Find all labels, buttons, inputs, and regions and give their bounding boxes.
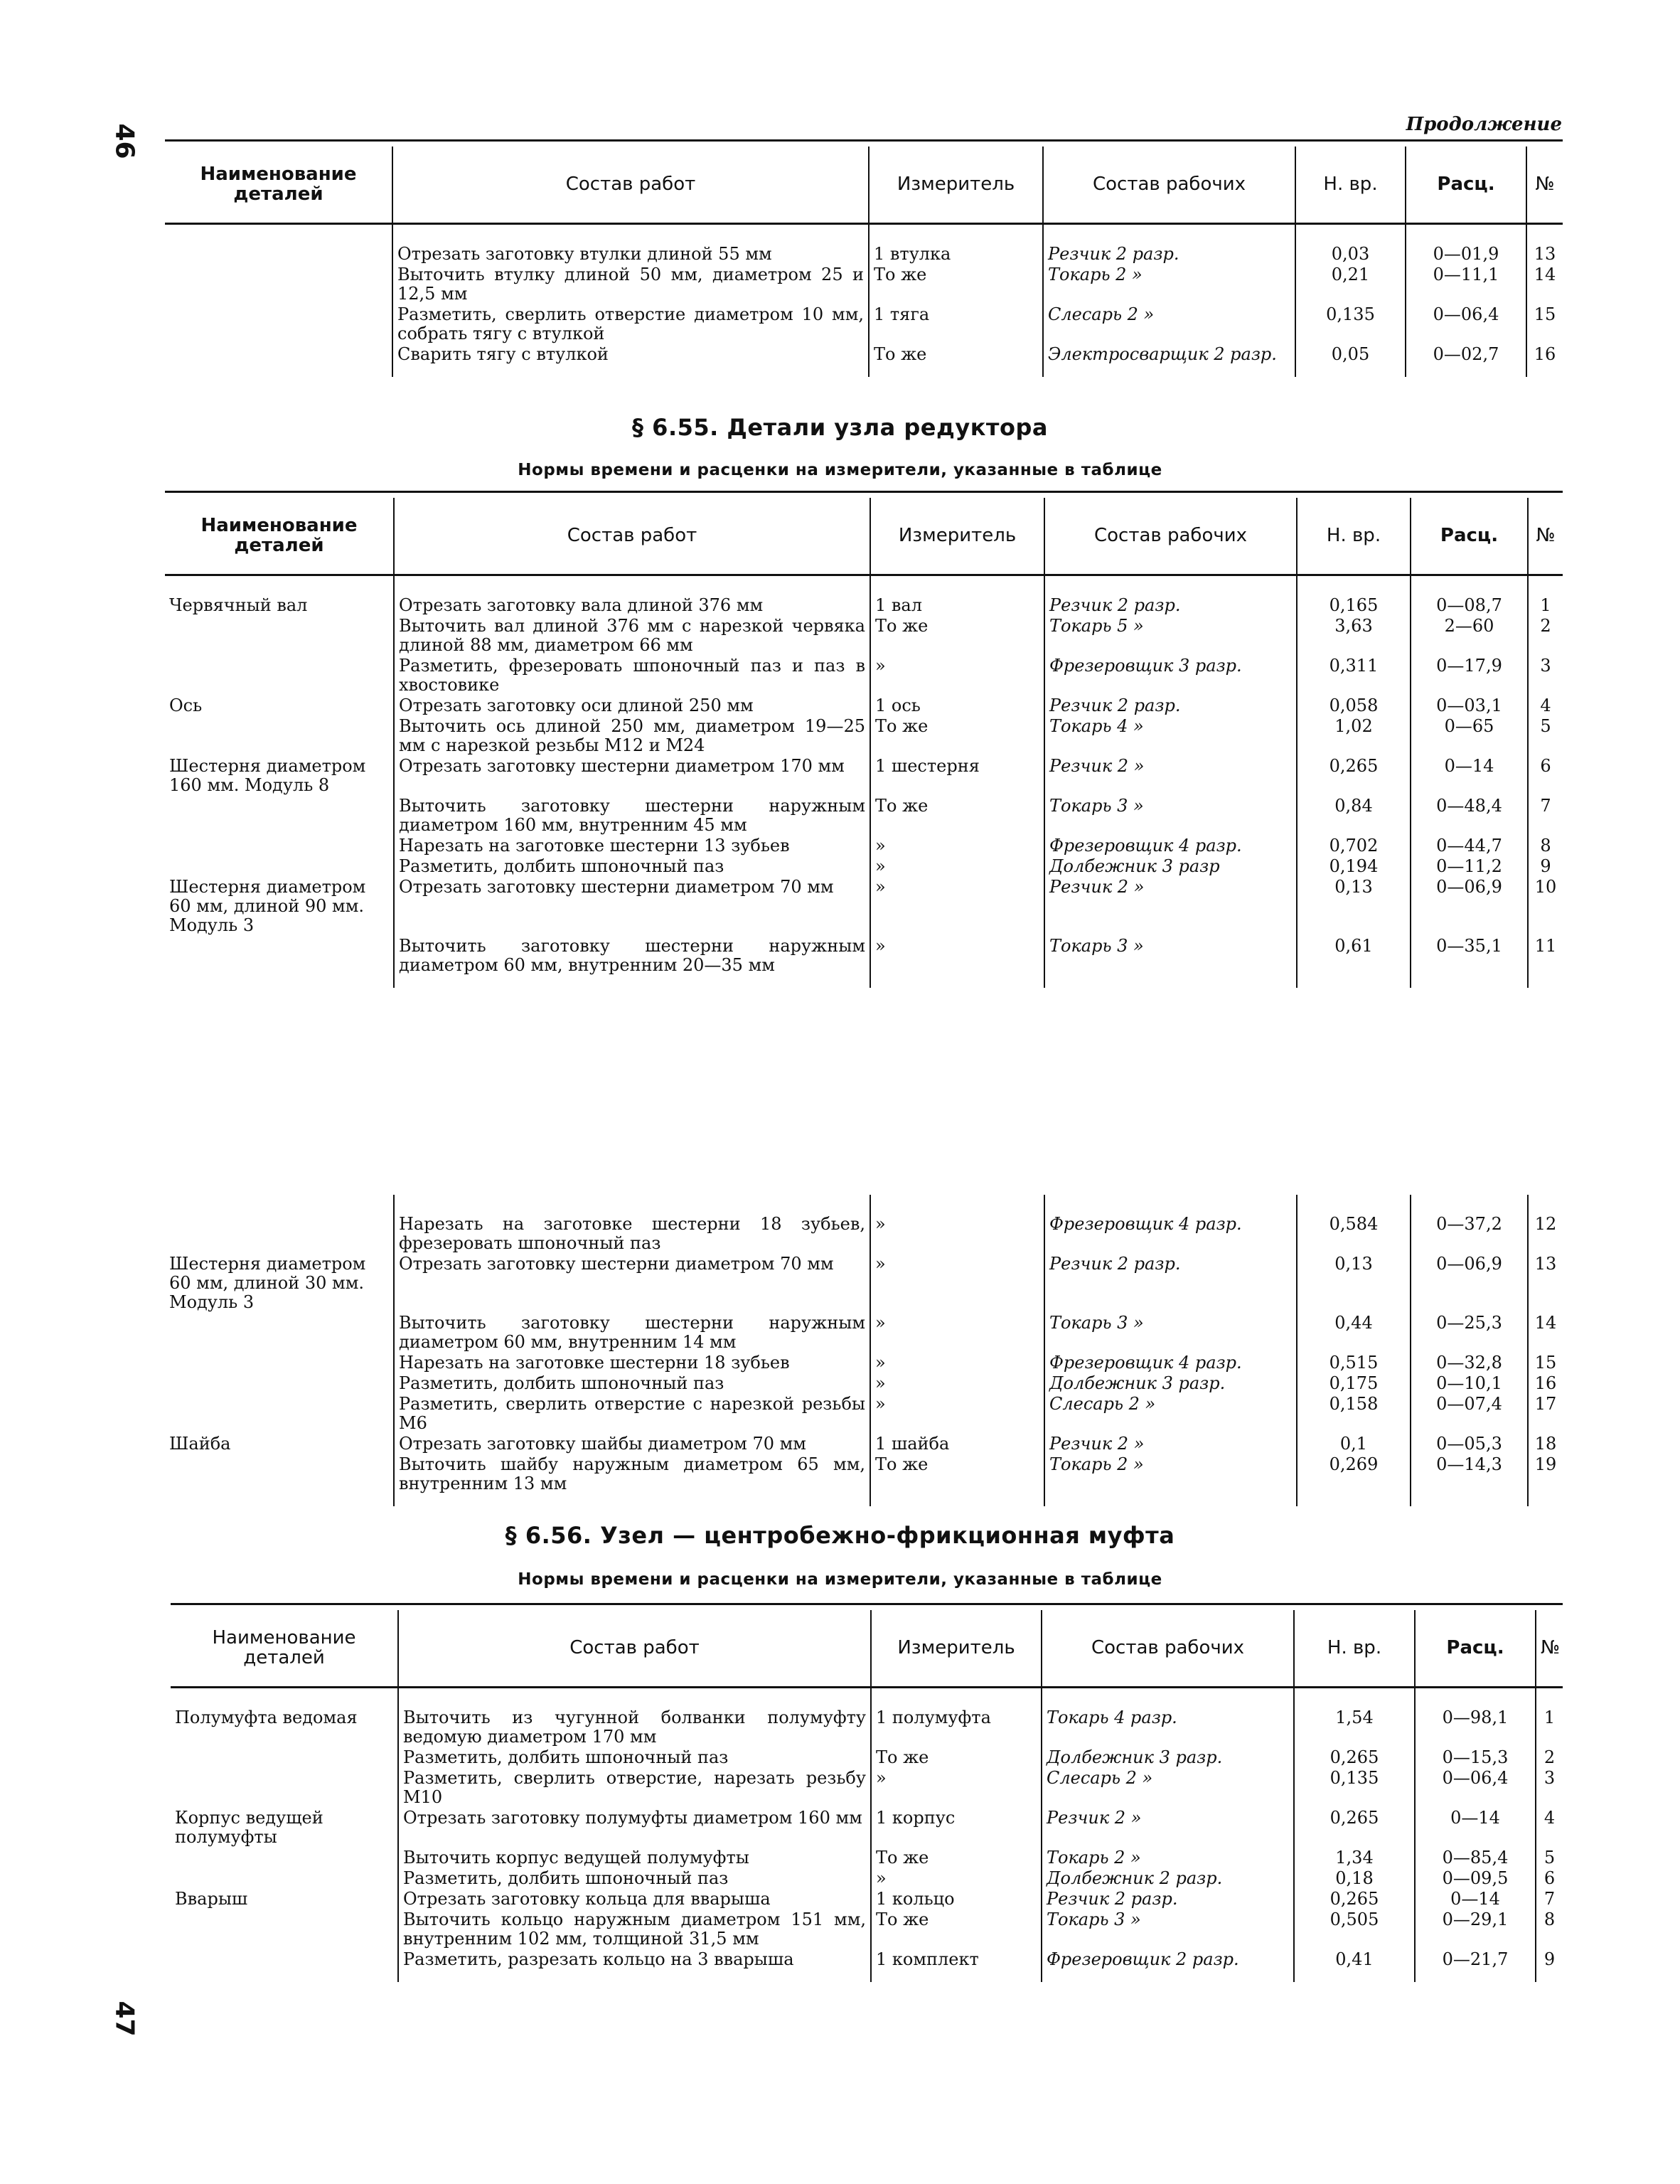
time-norm-cell: 0,158 — [1297, 1395, 1411, 1434]
workers-cell: Долбежник 3 разр. — [1042, 1748, 1294, 1769]
rate-cell: 0—09,5 — [1415, 1869, 1536, 1890]
workers-cell: Резчик 2 разр. — [1044, 596, 1297, 617]
row-number-cell: 6 — [1543, 1868, 1556, 1888]
table-row — [165, 757, 1563, 797]
row-number-cell: 8 — [1543, 1909, 1556, 1929]
measure-unit-cell: То же — [871, 1748, 1042, 1769]
table-row — [171, 1869, 1563, 1890]
page-number-top: 46 — [109, 123, 139, 159]
measure-unit-cell: То же — [870, 717, 1044, 757]
workers-cell: Долбежник 3 разр — [1044, 857, 1297, 878]
row-number-cell: 4 — [1540, 695, 1551, 715]
time-norm-cell: 0,505 — [1294, 1910, 1415, 1950]
table-row — [165, 1395, 1563, 1434]
detail-name-cell — [165, 1395, 394, 1434]
row-number-cell: 15 — [1534, 304, 1556, 324]
table-6-55-part2 — [165, 1195, 1563, 1506]
work-description-cell: Разметить, долбить шпоночный паз — [394, 1374, 870, 1395]
rate-cell: 0—35,1 — [1411, 937, 1528, 976]
header-rate: Расц. — [1411, 498, 1528, 575]
detail-name-cell: Вварыш — [171, 1890, 398, 1910]
time-norm-cell: 0,311 — [1297, 656, 1411, 696]
rate-cell: 0—08,7 — [1411, 596, 1528, 617]
table-row — [165, 1314, 1563, 1353]
row-number-cell: 12 — [1534, 1214, 1557, 1234]
header-work: Состав работ — [392, 147, 869, 223]
table-row — [165, 596, 1563, 617]
row-number-cell: 4 — [1543, 1807, 1556, 1828]
detail-name-cell: Корпус ведущей полумуфты — [171, 1809, 398, 1848]
detail-name-cell — [165, 617, 394, 656]
time-norm-cell: 0,03 — [1295, 245, 1406, 265]
header-measure: Измеритель — [869, 147, 1043, 223]
workers-cell: Слесарь 2 » — [1043, 305, 1295, 345]
page-number-bottom: 47 — [109, 2001, 139, 2037]
table-6-56 — [171, 1610, 1563, 1982]
row-number-cell: 9 — [1543, 1949, 1556, 1969]
measure-unit-cell: » — [871, 1869, 1042, 1890]
header-norm: Н. вр. — [1294, 1610, 1415, 1687]
table-continuation — [165, 147, 1563, 377]
row-number-cell: 3 — [1543, 1767, 1556, 1788]
work-description-cell: Отрезать заготовку оси длиной 250 мм — [394, 696, 870, 717]
workers-cell: Резчик 2 разр. — [1044, 696, 1297, 717]
rate-cell: 0—01,9 — [1406, 245, 1526, 265]
detail-name-cell — [165, 797, 394, 836]
row-number-cell: 8 — [1540, 835, 1551, 856]
time-norm-cell: 0,44 — [1297, 1314, 1411, 1353]
header-work: Состав работ — [398, 1610, 871, 1687]
measure-unit-cell: 1 вал — [870, 596, 1044, 617]
table-row — [165, 1255, 1563, 1314]
table-row — [165, 245, 1563, 265]
measure-unit-cell: 1 шайба — [870, 1434, 1044, 1455]
measure-unit-cell: 1 комплект — [871, 1950, 1042, 1971]
time-norm-cell: 0,515 — [1297, 1353, 1411, 1374]
time-norm-cell: 0,058 — [1297, 696, 1411, 717]
row-number-cell: 9 — [1540, 856, 1551, 876]
row-number-cell: 13 — [1534, 1254, 1557, 1274]
table-row — [165, 1455, 1563, 1495]
detail-name-cell — [165, 245, 392, 265]
header-workers: Состав рабочих — [1044, 498, 1297, 575]
rule-6-56 — [171, 1603, 1563, 1605]
workers-cell: Резчик 2 » — [1044, 757, 1297, 797]
row-number-cell: 2 — [1543, 1747, 1556, 1767]
workers-cell: Токарь 3 » — [1044, 1314, 1297, 1353]
workers-cell: Токарь 3 » — [1044, 797, 1297, 836]
table-row — [165, 617, 1563, 656]
rate-cell: 0—37,2 — [1411, 1215, 1528, 1255]
workers-cell: Долбежник 2 разр. — [1042, 1869, 1294, 1890]
time-norm-cell: 0,61 — [1297, 937, 1411, 976]
rule-6-55 — [165, 491, 1563, 493]
header-workers: Состав рабочих — [1043, 147, 1295, 223]
section-subtitle-6-55: Нормы времени и расценки на измерители, указанные в таблице — [518, 461, 1162, 479]
work-description-cell: Выточить вал длиной 376 мм с нарезкой червяка длиной 88 мм, диаметром 66 мм — [394, 617, 870, 656]
rate-cell: 0—14 — [1415, 1809, 1536, 1848]
table-row — [165, 878, 1563, 937]
time-norm-cell: 1,02 — [1297, 717, 1411, 757]
table-row — [165, 265, 1563, 305]
detail-name-cell — [165, 345, 392, 366]
detail-name-cell — [171, 1950, 398, 1971]
header-norm: Н. вр. — [1297, 498, 1411, 575]
workers-cell: Токарь 5 » — [1044, 617, 1297, 656]
continuation-label: Продолжение — [1406, 114, 1562, 135]
table-row — [165, 937, 1563, 976]
measure-unit-cell: 1 ось — [870, 696, 1044, 717]
detail-name-cell: Червячный вал — [165, 596, 394, 617]
header-norm: Н. вр. — [1295, 147, 1406, 223]
workers-cell: Фрезеровщик 4 разр. — [1044, 1215, 1297, 1255]
workers-cell: Резчик 2 » — [1042, 1809, 1294, 1848]
measure-unit-cell: То же — [871, 1848, 1042, 1869]
table-row — [165, 797, 1563, 836]
work-description-cell: Отрезать заготовку шайбы диаметром 70 мм — [394, 1434, 870, 1455]
rate-cell: 0—06,4 — [1415, 1769, 1536, 1809]
detail-name-cell — [165, 1215, 394, 1255]
work-description-cell: Разметить, фрезеровать шпоночный паз и паз в хвостовике — [394, 656, 870, 696]
time-norm-cell: 3,63 — [1297, 617, 1411, 656]
workers-cell: Резчик 2 » — [1044, 1434, 1297, 1455]
measure-unit-cell: То же — [870, 1455, 1044, 1495]
rate-cell: 0—25,3 — [1411, 1314, 1528, 1353]
workers-cell: Токарь 4 разр. — [1042, 1708, 1294, 1748]
rate-cell: 0—05,3 — [1411, 1434, 1528, 1455]
row-number-cell: 19 — [1534, 1454, 1557, 1474]
header-no: № — [1526, 147, 1563, 223]
rate-cell: 0—21,7 — [1415, 1950, 1536, 1971]
measure-unit-cell: 1 шестерня — [870, 757, 1044, 797]
time-norm-cell: 0,265 — [1297, 757, 1411, 797]
header-name: Наименование деталей — [165, 498, 394, 575]
measure-unit-cell: » — [870, 656, 1044, 696]
detail-name-cell: Полумуфта ведомая — [171, 1708, 398, 1748]
work-description-cell: Разметить, разрезать кольцо на 3 вварыша — [398, 1950, 871, 1971]
row-number-cell: 15 — [1534, 1353, 1557, 1373]
detail-name-cell — [171, 1748, 398, 1769]
work-description-cell: Отрезать заготовку полумуфты диаметром 160 мм — [398, 1809, 871, 1848]
table-row — [165, 1215, 1563, 1255]
measure-unit-cell: » — [870, 1395, 1044, 1434]
workers-cell: Резчик 2 » — [1044, 878, 1297, 937]
workers-cell: Долбежник 3 разр. — [1044, 1374, 1297, 1395]
work-description-cell: Разметить, сверлить отверстие, нарезать резьбу М10 — [398, 1769, 871, 1809]
table-row — [171, 1769, 1563, 1809]
header-workers: Состав рабочих — [1042, 1610, 1294, 1687]
workers-cell: Резчик 2 разр. — [1044, 1255, 1297, 1314]
rate-cell: 0—14 — [1411, 757, 1528, 797]
rate-cell: 0—14,3 — [1411, 1455, 1528, 1495]
detail-name-cell: Ось — [165, 696, 394, 717]
measure-unit-cell: » — [870, 1215, 1044, 1255]
workers-cell: Токарь 2 » — [1042, 1848, 1294, 1869]
time-norm-cell: 0,584 — [1297, 1215, 1411, 1255]
measure-unit-cell: 1 кольцо — [871, 1890, 1042, 1910]
work-description-cell: Разметить, сверлить отверстие с нарезкой резьбы М6 — [394, 1395, 870, 1434]
rate-cell: 0—11,1 — [1406, 265, 1526, 305]
time-norm-cell: 0,135 — [1295, 305, 1406, 345]
rate-cell: 0—14 — [1415, 1890, 1536, 1910]
time-norm-cell: 0,265 — [1294, 1890, 1415, 1910]
time-norm-cell: 0,265 — [1294, 1748, 1415, 1769]
rate-cell: 0—85,4 — [1415, 1848, 1536, 1869]
top-rule — [165, 139, 1563, 142]
work-description-cell: Отрезать заготовку шестерни диаметром 70 мм — [394, 1255, 870, 1314]
work-description-cell: Выточить кольцо наружным диаметром 151 мм, внутренним 102 мм, толщиной 31,5 мм — [398, 1910, 871, 1950]
time-norm-cell: 0,269 — [1297, 1455, 1411, 1495]
workers-cell: Токарь 3 » — [1044, 937, 1297, 976]
detail-name-cell — [171, 1910, 398, 1950]
row-number-cell: 7 — [1543, 1888, 1556, 1909]
table-row — [171, 1890, 1563, 1910]
measure-unit-cell: » — [870, 1374, 1044, 1395]
row-number-cell: 16 — [1534, 343, 1556, 364]
work-description-cell: Выточить втулку длиной 50 мм, диаметром 25 и 12,5 мм — [392, 265, 869, 305]
rate-cell: 0—15,3 — [1415, 1748, 1536, 1769]
row-number-cell: 16 — [1534, 1373, 1557, 1393]
work-description-cell: Разметить, долбить шпоночный паз — [398, 1748, 871, 1769]
table-row — [165, 305, 1563, 345]
detail-name-cell — [165, 937, 394, 976]
workers-cell: Токарь 2 » — [1043, 265, 1295, 305]
workers-cell: Электросварщик 2 разр. — [1043, 345, 1295, 366]
rate-cell: 0—03,1 — [1411, 696, 1528, 717]
rate-cell: 0—07,4 — [1411, 1395, 1528, 1434]
measure-unit-cell: » — [870, 857, 1044, 878]
work-description-cell: Нарезать на заготовке шестерни 18 зубьев, фрезеровать шпоночный паз — [394, 1215, 870, 1255]
table-row — [171, 1748, 1563, 1769]
detail-name-cell — [165, 1314, 394, 1353]
rate-cell: 0—65 — [1411, 717, 1528, 757]
header-no: № — [1528, 498, 1563, 575]
detail-name-cell — [165, 305, 392, 345]
work-description-cell: Отрезать заготовку шестерни диаметром 170 мм — [394, 757, 870, 797]
header-no: № — [1536, 1610, 1563, 1687]
detail-name-cell — [165, 1353, 394, 1374]
rate-cell: 0—06,9 — [1411, 878, 1528, 937]
rate-cell: 0—32,8 — [1411, 1353, 1528, 1374]
header-rate: Расц. — [1406, 147, 1526, 223]
time-norm-cell: 1,54 — [1294, 1708, 1415, 1748]
rate-cell: 0—06,9 — [1411, 1255, 1528, 1314]
work-description-cell: Выточить заготовку шестерни наружным диаметром 60 мм, внутренним 14 мм — [394, 1314, 870, 1353]
row-number-cell: 6 — [1540, 755, 1551, 776]
table-row — [165, 836, 1563, 857]
workers-cell: Фрезеровщик 3 разр. — [1044, 656, 1297, 696]
rate-cell: 0—11,2 — [1411, 857, 1528, 878]
work-description-cell: Выточить ось длиной 250 мм, диаметром 19—25 мм с нарезкой резьбы М12 и М24 — [394, 717, 870, 757]
time-norm-cell: 0,13 — [1297, 878, 1411, 937]
table-row — [171, 1910, 1563, 1950]
table-row — [171, 1809, 1563, 1848]
rate-cell: 2—60 — [1411, 617, 1528, 656]
row-number-cell: 18 — [1534, 1434, 1557, 1454]
measure-unit-cell: То же — [870, 617, 1044, 656]
work-description-cell: Выточить заготовку шестерни наружным диаметром 60 мм, внутренним 20—35 мм — [394, 937, 870, 976]
work-description-cell: Отрезать заготовку вала длиной 376 мм — [394, 596, 870, 617]
rate-cell: 0—17,9 — [1411, 656, 1528, 696]
time-norm-cell: 0,41 — [1294, 1950, 1415, 1971]
time-norm-cell: 0,702 — [1297, 836, 1411, 857]
detail-name-cell — [165, 857, 394, 878]
work-description-cell: Нарезать на заготовке шестерни 13 зубьев — [394, 836, 870, 857]
measure-unit-cell: » — [870, 836, 1044, 857]
rate-cell: 0—29,1 — [1415, 1910, 1536, 1950]
table-row — [165, 1353, 1563, 1374]
time-norm-cell: 0,194 — [1297, 857, 1411, 878]
row-number-cell: 1 — [1543, 1707, 1556, 1727]
time-norm-cell: 0,84 — [1297, 797, 1411, 836]
header-measure: Измеритель — [870, 498, 1044, 575]
work-description-cell: Разметить, долбить шпоночный паз — [394, 857, 870, 878]
header-name: Наименование деталей — [165, 147, 392, 223]
measure-unit-cell: » — [871, 1769, 1042, 1809]
workers-cell: Резчик 2 разр. — [1043, 245, 1295, 265]
work-description-cell: Сварить тягу с втулкой — [392, 345, 869, 366]
workers-cell: Слесарь 2 » — [1042, 1769, 1294, 1809]
time-norm-cell: 1,34 — [1294, 1848, 1415, 1869]
detail-name-cell: Шестерня диаметром 160 мм. Модуль 8 — [165, 757, 394, 797]
measure-unit-cell: 1 полумуфта — [871, 1708, 1042, 1748]
table-6-55-part1 — [165, 498, 1563, 988]
work-description-cell: Отрезать заготовку кольца для вварыша — [398, 1890, 871, 1910]
detail-name-cell — [165, 836, 394, 857]
table-row — [165, 345, 1563, 366]
table-row — [171, 1708, 1563, 1748]
measure-unit-cell: 1 тяга — [869, 305, 1043, 345]
detail-name-cell: Шайба — [165, 1434, 394, 1455]
time-norm-cell: 0,21 — [1295, 265, 1406, 305]
row-number-cell: 1 — [1540, 595, 1551, 615]
table-row — [165, 717, 1563, 757]
section-title-6-56: § 6.56. Узел — центробежно-фрикционная муфта — [505, 1522, 1175, 1549]
table-row — [171, 1950, 1563, 1971]
workers-cell: Слесарь 2 » — [1044, 1395, 1297, 1434]
header-work: Состав работ — [394, 498, 870, 575]
measure-unit-cell: То же — [869, 345, 1043, 366]
row-number-cell: 17 — [1534, 1394, 1557, 1414]
work-description-cell: Отрезать заготовку втулки длиной 55 мм — [392, 245, 869, 265]
detail-name-cell — [165, 656, 394, 696]
measure-unit-cell: » — [870, 937, 1044, 976]
detail-name-cell — [165, 265, 392, 305]
detail-name-cell: Шестерня диаметром 60 мм, длиной 30 мм. Модуль 3 — [165, 1255, 394, 1314]
row-number-cell: 5 — [1540, 715, 1551, 736]
detail-name-cell — [171, 1848, 398, 1869]
measure-unit-cell: » — [870, 1353, 1044, 1374]
row-number-cell: 7 — [1540, 795, 1551, 816]
rate-cell: 0—10,1 — [1411, 1374, 1528, 1395]
time-norm-cell: 0,135 — [1294, 1769, 1415, 1809]
measure-unit-cell: 1 втулка — [869, 245, 1043, 265]
section-title-6-55: § 6.55. Детали узла редуктора — [632, 414, 1048, 441]
measure-unit-cell: То же — [871, 1910, 1042, 1950]
measure-unit-cell: То же — [869, 265, 1043, 305]
workers-cell: Фрезеровщик 4 разр. — [1044, 1353, 1297, 1374]
work-description-cell: Выточить корпус ведущей полумуфты — [398, 1848, 871, 1869]
detail-name-cell: Шестерня диаметром 60 мм, длиной 90 мм. Модуль 3 — [165, 878, 394, 937]
measure-unit-cell: 1 корпус — [871, 1809, 1042, 1848]
workers-cell: Резчик 2 разр. — [1042, 1890, 1294, 1910]
time-norm-cell: 0,13 — [1297, 1255, 1411, 1314]
workers-cell: Токарь 2 » — [1044, 1455, 1297, 1495]
measure-unit-cell: » — [870, 1255, 1044, 1314]
table-row — [165, 857, 1563, 878]
workers-cell: Токарь 4 » — [1044, 717, 1297, 757]
measure-unit-cell: » — [870, 878, 1044, 937]
rate-cell: 0—06,4 — [1406, 305, 1526, 345]
workers-cell: Токарь 3 » — [1042, 1910, 1294, 1950]
workers-cell: Фрезеровщик 4 разр. — [1044, 836, 1297, 857]
time-norm-cell: 0,1 — [1297, 1434, 1411, 1455]
detail-name-cell — [165, 1374, 394, 1395]
detail-name-cell — [171, 1769, 398, 1809]
row-number-cell: 14 — [1534, 1313, 1557, 1333]
work-description-cell: Разметить, долбить шпоночный паз — [398, 1869, 871, 1890]
time-norm-cell: 0,05 — [1295, 345, 1406, 366]
table-row — [171, 1848, 1563, 1869]
row-number-cell: 3 — [1540, 655, 1551, 676]
work-description-cell: Разметить, сверлить отверстие диаметром 10 мм, собрать тягу с втулкой — [392, 305, 869, 345]
row-number-cell: 11 — [1534, 935, 1557, 956]
work-description-cell: Выточить шайбу наружным диаметром 65 мм, внутренним 13 мм — [394, 1455, 870, 1495]
rate-cell: 0—48,4 — [1411, 797, 1528, 836]
header-measure: Измеритель — [871, 1610, 1042, 1687]
row-number-cell: 5 — [1543, 1847, 1556, 1868]
work-description-cell: Отрезать заготовку шестерни диаметром 70 мм — [394, 878, 870, 937]
time-norm-cell: 0,18 — [1294, 1869, 1415, 1890]
measure-unit-cell: То же — [870, 797, 1044, 836]
work-description-cell: Нарезать на заготовке шестерни 18 зубьев — [394, 1353, 870, 1374]
detail-name-cell — [171, 1869, 398, 1890]
time-norm-cell: 0,165 — [1297, 596, 1411, 617]
section-subtitle-6-56: Нормы времени и расценки на измерители, указанные в таблице — [518, 1570, 1162, 1589]
detail-name-cell — [165, 1455, 394, 1495]
table-row — [165, 1374, 1563, 1395]
detail-name-cell — [165, 717, 394, 757]
header-rate: Расц. — [1415, 1610, 1536, 1687]
row-number-cell: 10 — [1534, 876, 1557, 897]
row-number-cell: 2 — [1540, 615, 1551, 636]
row-number-cell: 13 — [1534, 243, 1556, 264]
header-name: Наименование деталей — [171, 1610, 398, 1687]
time-norm-cell: 0,175 — [1297, 1374, 1411, 1395]
workers-cell: Фрезеровщик 2 разр. — [1042, 1950, 1294, 1971]
rate-cell: 0—02,7 — [1406, 345, 1526, 366]
work-description-cell: Выточить из чугунной болванки полумуфту ведомую диаметром 170 мм — [398, 1708, 871, 1748]
time-norm-cell: 0,265 — [1294, 1809, 1415, 1848]
table-row — [165, 1434, 1563, 1455]
rate-cell: 0—44,7 — [1411, 836, 1528, 857]
rate-cell: 0—98,1 — [1415, 1708, 1536, 1748]
table-row — [165, 696, 1563, 717]
work-description-cell: Выточить заготовку шестерни наружным диаметром 160 мм, внутренним 45 мм — [394, 797, 870, 836]
measure-unit-cell: » — [870, 1314, 1044, 1353]
table-row — [165, 656, 1563, 696]
row-number-cell: 14 — [1534, 264, 1556, 284]
